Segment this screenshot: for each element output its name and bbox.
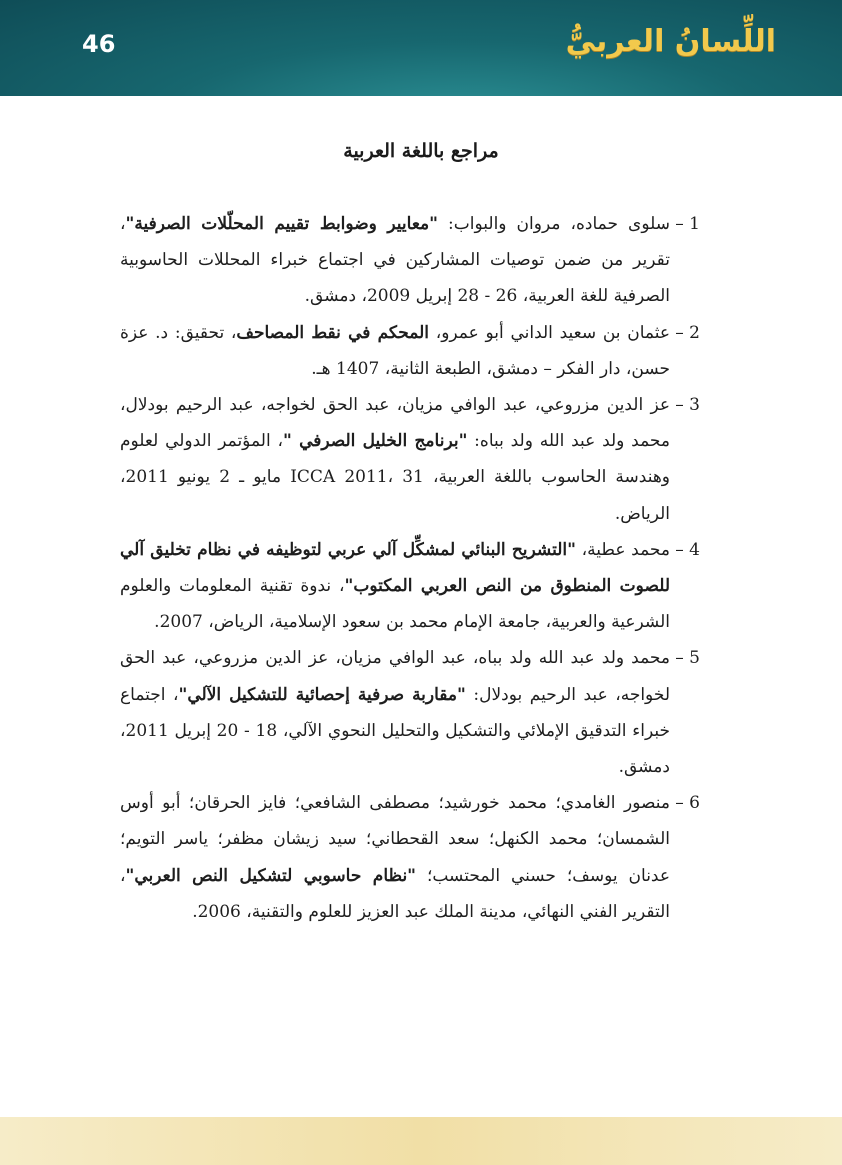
page-footer-band <box>0 1117 842 1165</box>
reference-text: سلوى حماده، مروان والبواب: "معايير وضوابط تقييم المحلّلات الصرفية"، تقرير من ضمن توصيات المشاركين في اجتماع خبراء المحللات الحاسوبية الصرفية للغة العربية، 26 - 28 إبريل 2009، دمشق. <box>120 214 670 307</box>
reference-text: محمد عطية، "التشريح البنائي لمشكِّل آلي عربي لتوظيفه في نظام تخليق آلي للصوت المنطوق من النص العربي المكتوب"، ندوة تقنية المعلومات والعلوم الشرعية والعربية، جامعة الإمام محمد بن سعود الإسلامية، الرياض، 2007. <box>120 539 670 633</box>
reference-item <box>120 532 700 641</box>
section-title: مراجع باللغة العربية <box>343 140 499 162</box>
reference-number: 3 – <box>675 395 700 416</box>
page-number: 46 <box>82 30 116 58</box>
reference-number: 4 – <box>675 539 700 560</box>
reference-number: 5 – <box>675 648 700 669</box>
reference-text: عثمان بن سعيد الداني أبو عمرو، المحكم في نقط المصاحف، تحقيق: د. عزة حسن، دار الفكر – دمشق، الطبعة الثانية، 1407 هـ. <box>120 322 670 379</box>
reference-bold-title: "نظام حاسوبي لتشكيل النص العربي" <box>125 865 417 886</box>
reference-text: محمد ولد عبد الله ولد بباه، عبد الوافي مزيان، عز الدين مزروعي، عبد الحق لخواجه، عبد الرحيم بودلال: "مقاربة صرفية إحصائية للتشكيل الآلي"، اجتماع خبراء التدقيق الإملائي والتشكيل والتحليل النحوي الآلي، 18 - 20 إبريل 2011، دمشق. <box>120 648 670 778</box>
reference-text: منصور الغامدي؛ محمد خورشيد؛ مصطفى الشافعي؛ فايز الحرقان؛ أبو أوس الشمسان؛ محمد الكنهل؛ سعد القحطاني؛ سيد زيشان مظفر؛ ياسر التويم؛ عدنان يوسف؛ حسني المحتسب؛ "نظام حاسوبي لتشكيل النص العربي"، التقرير الفني النهائي، مدينة الملك عبد العزيز للعلوم والتقنية، 2006. <box>120 793 670 922</box>
reference-text: عز الدين مزروعي، عبد الوافي مزيان، عبد الحق لخواجه، عبد الرحيم بودلال، محمد ولد عبد الله ولد بباه: "برنامج الخليل الصرفي "، المؤتمر الدولي لعلوم وهندسة الحاسوب باللغة العربية، ICCA 2011، 31 مايو ـ 2 يونيو 2011، الرياض. <box>120 395 671 524</box>
reference-item <box>120 640 700 785</box>
reference-item <box>120 206 700 315</box>
journal-logo: اللِّسانُ العربيُّ <box>565 24 776 59</box>
reference-number: 1 – <box>675 214 700 234</box>
reference-item <box>120 315 700 387</box>
reference-item <box>120 785 700 930</box>
reference-bold-title: "برنامج الخليل الصرفي " <box>282 431 468 452</box>
reference-bold-title: المحكم في نقط المصاحف <box>236 322 430 343</box>
reference-bold-title: "مقاربة صرفية إحصائية للتشكيل الآلي" <box>178 684 466 705</box>
references-list <box>120 206 700 930</box>
reference-number: 2 – <box>675 322 700 343</box>
reference-bold-title: "معايير وضوابط تقييم المحلّلات الصرفية" <box>125 214 438 234</box>
reference-number: 6 – <box>675 793 700 814</box>
page-header <box>0 0 842 96</box>
reference-item <box>120 387 700 532</box>
reference-bold-title: "التشريح البنائي لمشكِّل آلي عربي لتوظيفه في نظام تخليق آلي للصوت المنطوق من النص العربي المكتوب" <box>120 539 670 597</box>
